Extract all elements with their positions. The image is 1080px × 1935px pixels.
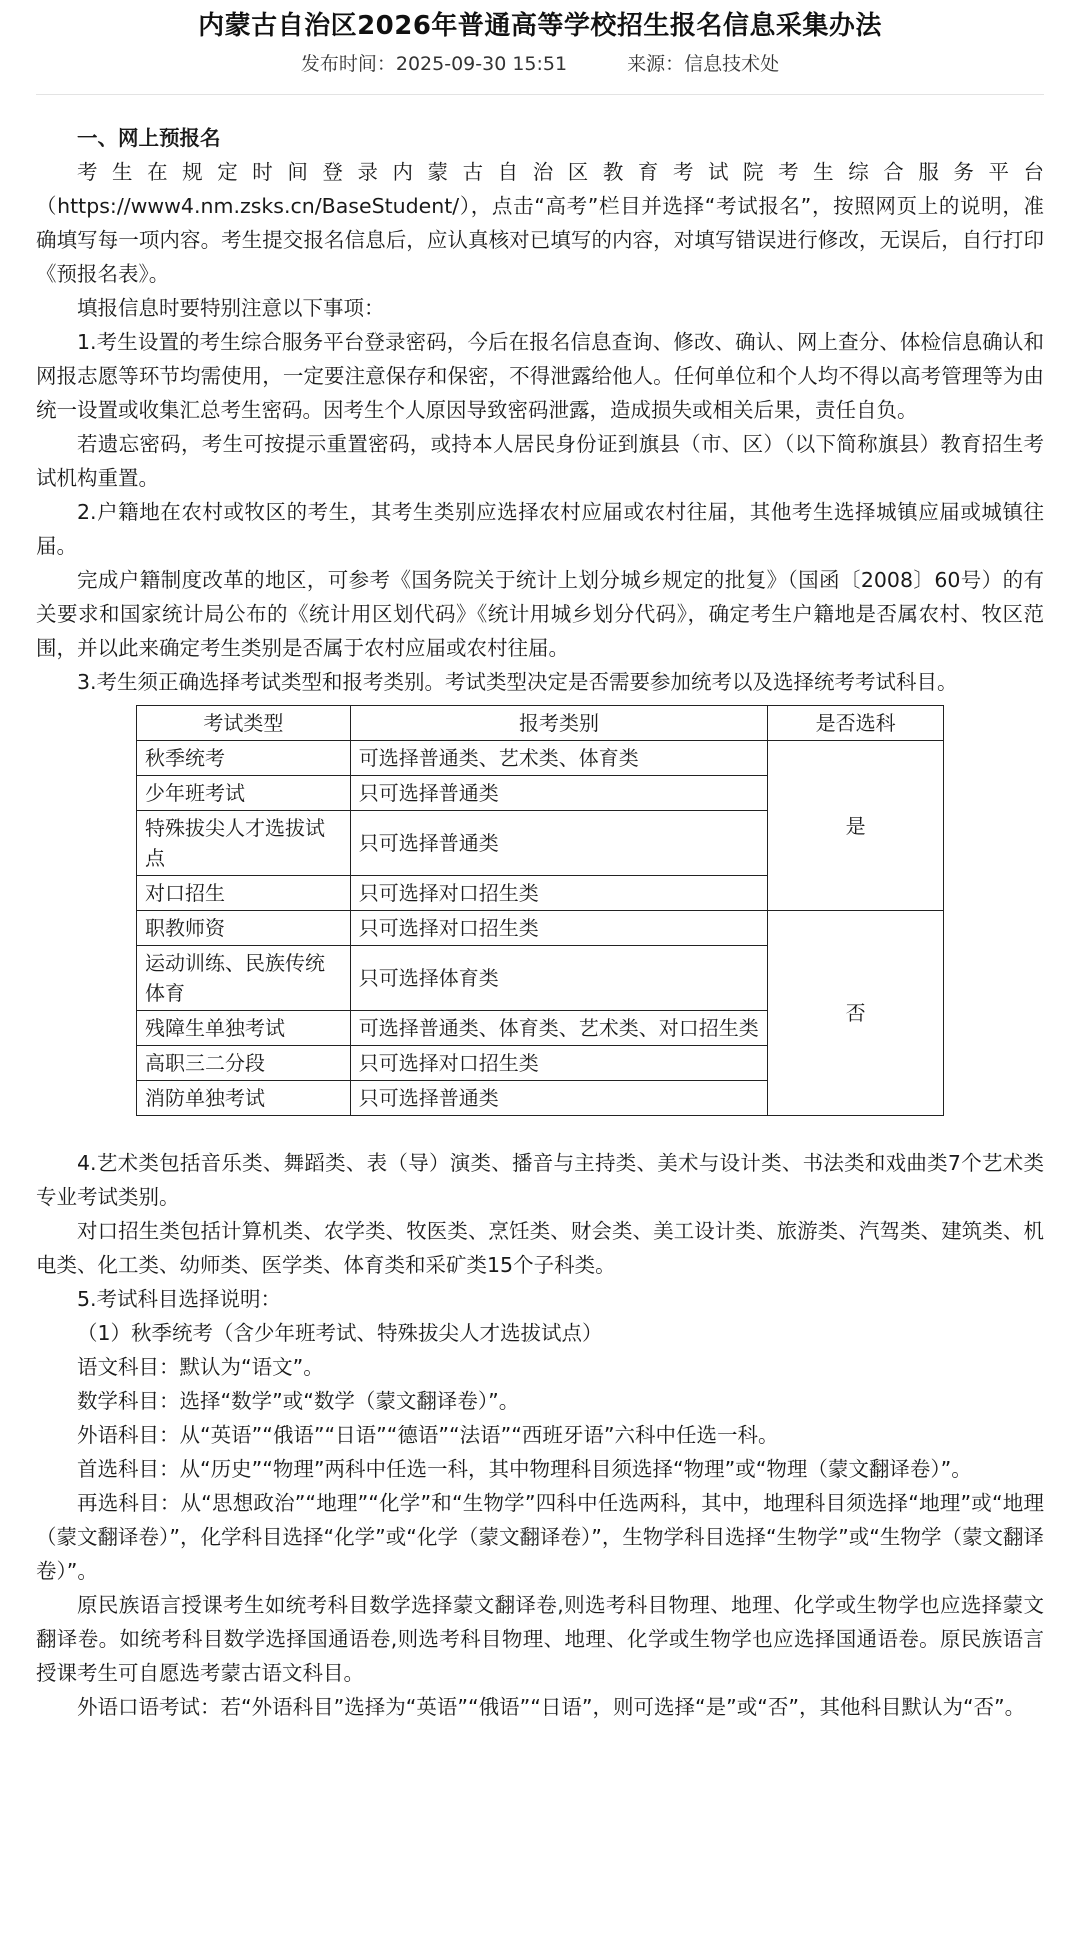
category-cell: 只可选择对口招生类 bbox=[350, 1046, 767, 1081]
category-cell: 只可选择体育类 bbox=[350, 946, 767, 1011]
paragraph: 完成户籍制度改革的地区，可参考《国务院关于统计上划分城乡规定的批复》（国函〔2008〕60号）的有关要求和国家统计局公布的《统计用区划代码》《统计用城乡划分代码》，确定考生户籍地是否属农村、牧区范围，并以此来确定考生类别是否属于农村应届或农村往届。 bbox=[36, 568, 1044, 660]
paragraph: 4.艺术类包括音乐类、舞蹈类、表（导）演类、播音与主持类、美术与设计类、书法类和戏曲类7个艺术类专业考试类别。 bbox=[36, 1151, 1044, 1209]
table-header-row bbox=[137, 706, 944, 741]
paragraph: 首选科目：从“历史”“物理”两科中任选一科，其中物理科目须选择“物理”或“物理（蒙文翻译卷）”。 bbox=[77, 1457, 972, 1481]
paragraph: 语文科目：默认为“语文”。 bbox=[77, 1355, 324, 1379]
article-body bbox=[36, 121, 1044, 1724]
exam-type-cell: 职教师资 bbox=[137, 911, 351, 946]
exam-type-cell: 秋季统考 bbox=[137, 741, 351, 776]
paragraph: 考生在规定时间登录内蒙古自治区教育考试院考生综合服务平台（https://www4.nm.zsks.cn/BaseStudent/），点击“高考”栏目并选择“考试报名”，按照网页上的说明，准确填写每一项内容。考生提交报名信息后，应认真核对已填写的内容，对填写错误进行修改，无误后，自行打印《预报名表》。 bbox=[36, 160, 1044, 286]
paragraph: 再选科目：从“思想政治”“地理”“化学”和“生物学”四科中任选两科，其中，地理科目须选择“地理”或“地理（蒙文翻译卷）”，化学科目选择“化学”或“化学（蒙文翻译卷）”，生物学科目选择“生物学”或“生物学（蒙文翻译卷）”。 bbox=[36, 1491, 1044, 1583]
publish-time-label: 发布时间： bbox=[300, 53, 396, 75]
paragraph: 数学科目：选择“数学”或“数学（蒙文翻译卷）”。 bbox=[77, 1389, 520, 1413]
table-row bbox=[137, 741, 944, 776]
category-cell: 可选择普通类、艺术类、体育类 bbox=[350, 741, 767, 776]
category-cell: 只可选择对口招生类 bbox=[350, 911, 767, 946]
paragraph: 2.户籍地在农村或牧区的考生，其考生类别应选择农村应届或农村往届，其他考生选择城镇应届或城镇往届。 bbox=[36, 500, 1044, 558]
exam-type-table bbox=[136, 705, 944, 1116]
paragraph: 1.考生设置的考生综合服务平台登录密码，今后在报名信息查询、修改、确认、网上查分、体检信息确认和网报志愿等环节均需使用，一定要注意保存和保密，不得泄露给他人。任何单位和个人均不得以高考管理等为由统一设置或收集汇总考生密码。因考生个人原因导致密码泄露，造成损失或相关后果，责任自负。 bbox=[36, 330, 1044, 422]
exam-type-cell: 少年班考试 bbox=[137, 776, 351, 811]
paragraph: （1）秋季统考（含少年班考试、特殊拔尖人才选拔试点） bbox=[77, 1321, 603, 1345]
category-cell: 只可选择对口招生类 bbox=[350, 876, 767, 911]
paragraph: 5.考试科目选择说明： bbox=[77, 1287, 282, 1311]
exam-type-cell: 高职三二分段 bbox=[137, 1046, 351, 1081]
paragraph: 外语口语考试：若“外语科目”选择为“英语”“俄语”“日语”，则可选择“是”或“否”，其他科目默认为“否”。 bbox=[77, 1695, 1026, 1719]
table-row bbox=[137, 911, 944, 946]
category-cell: 可选择普通类、体育类、艺术类、对口招生类 bbox=[350, 1011, 767, 1046]
page-title: 内蒙古自治区2026年普通高等学校招生报名信息采集办法 bbox=[198, 11, 882, 41]
table-header: 报考类别 bbox=[350, 706, 767, 741]
publish-time: 2025-09-30 15:51 bbox=[395, 53, 568, 75]
category-cell: 只可选择普通类 bbox=[350, 776, 767, 811]
table-header: 是否选科 bbox=[768, 706, 944, 741]
exam-type-cell: 特殊拔尖人才选拔试点 bbox=[137, 811, 351, 876]
exam-type-cell: 对口招生 bbox=[137, 876, 351, 911]
paragraph: 对口招生类包括计算机类、农学类、牧医类、烹饪类、财会类、美工设计类、旅游类、汽驾类、建筑类、机电类、化工类、幼师类、医学类、体育类和采矿类15个子科类。 bbox=[36, 1219, 1044, 1277]
category-cell: 只可选择普通类 bbox=[350, 811, 767, 876]
source-label: 来源： bbox=[627, 53, 685, 75]
exam-type-cell: 残障生单独考试 bbox=[137, 1011, 351, 1046]
exam-type-cell: 消防单独考试 bbox=[137, 1081, 351, 1116]
article-meta bbox=[36, 44, 1044, 90]
category-cell: 只可选择普通类 bbox=[350, 1081, 767, 1116]
divider bbox=[36, 94, 1044, 95]
paragraph: 若遗忘密码，考生可按提示重置密码，或持本人居民身份证到旗县（市、区）（以下简称旗县）教育招生考试机构重置。 bbox=[36, 432, 1044, 490]
paragraph: 原民族语言授课考生如统考科目数学选择蒙文翻译卷,则选考科目物理、地理、化学或生物学也应选择蒙文翻译卷。如统考科目数学选择国通语卷,则选考科目物理、地理、化学或生物学也应选择国通语卷。原民族语言授课考生可自愿选考蒙古语文科目。 bbox=[36, 1593, 1044, 1685]
paragraph: 3.考生须正确选择考试类型和报考类别。考试类型决定是否需要参加统考以及选择统考考试科目。 bbox=[77, 670, 958, 694]
table-header: 考试类型 bbox=[137, 706, 351, 741]
choose-subject-cell: 是 bbox=[768, 741, 944, 911]
section-heading: 一、网上预报名 bbox=[77, 126, 221, 150]
source-value: 信息技术处 bbox=[684, 53, 780, 75]
paragraph: 填报信息时要特别注意以下事项： bbox=[77, 296, 385, 320]
paragraph: 外语科目：从“英语”“俄语”“日语”“德语”“法语”“西班牙语”六科中任选一科。 bbox=[77, 1423, 779, 1447]
choose-subject-cell: 否 bbox=[768, 911, 944, 1116]
exam-type-cell: 运动训练、民族传统体育 bbox=[137, 946, 351, 1011]
